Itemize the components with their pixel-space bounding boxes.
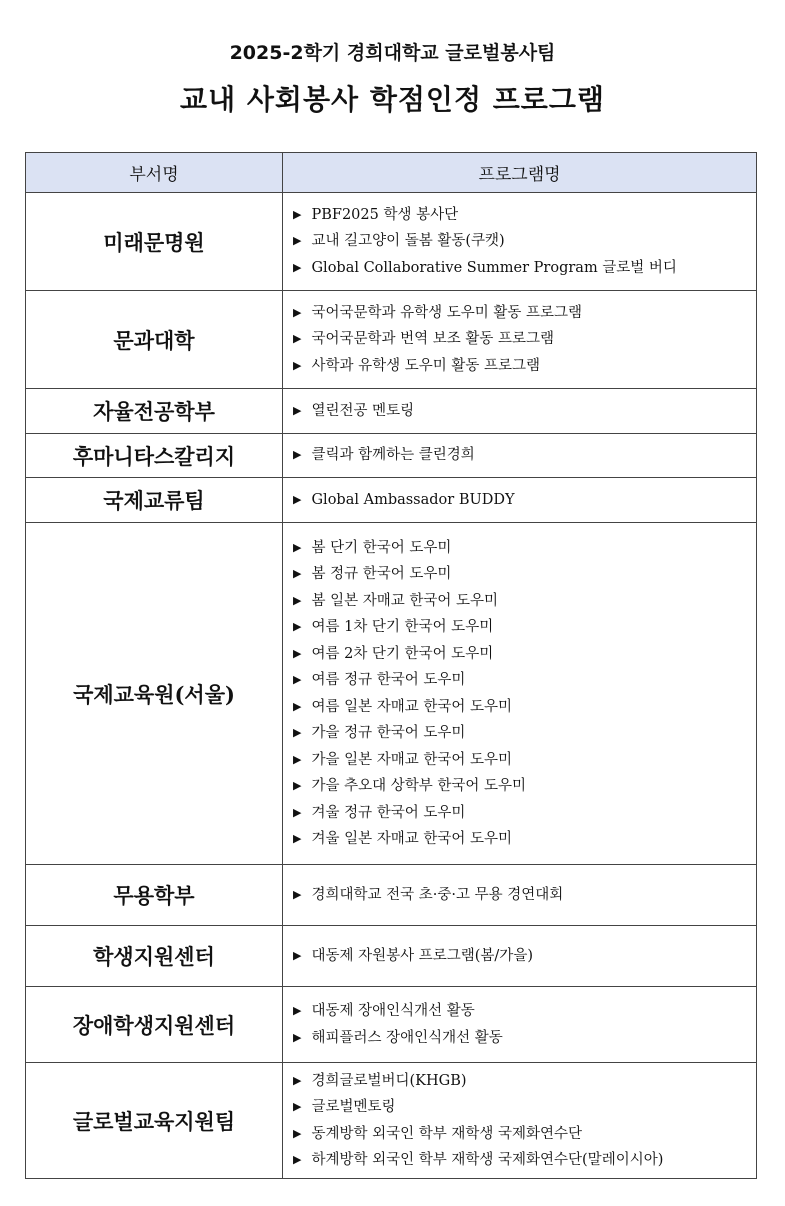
- list-item: [293, 882, 746, 909]
- triangle-right-icon: ▶: [293, 305, 302, 319]
- program-list: [293, 998, 746, 1051]
- triangle-right-icon: ▶: [293, 1030, 302, 1044]
- list-item: [293, 228, 746, 255]
- list-item: [293, 255, 746, 282]
- department-name: 학생지원센터: [26, 926, 283, 987]
- list-item: [293, 561, 746, 588]
- program-cell: [283, 434, 757, 478]
- program-name: 클릭과 함께하는 클린경희: [311, 447, 475, 464]
- table-row: [26, 987, 757, 1063]
- program-cell: [283, 987, 757, 1063]
- column-header-department: 부서명: [26, 153, 283, 193]
- program-name: Global Ambassador BUDDY: [311, 491, 515, 508]
- document-subtitle: 2025-2학기 경희대학교 글로벌봉사팀: [229, 42, 556, 64]
- program-name: PBF2025 학생 봉사단: [311, 206, 459, 223]
- program-list: [293, 398, 746, 425]
- triangle-right-icon: ▶: [293, 805, 302, 819]
- program-name: 대동제 자원봉사 프로그램(봄/가을): [311, 947, 533, 964]
- program-name: 교내 길고양이 돌봄 활동(쿠캣): [311, 233, 505, 250]
- department-name: 국제교류팀: [26, 478, 283, 523]
- program-name: 경희글로벌버디(KHGB): [311, 1072, 467, 1089]
- table-row: [26, 1063, 757, 1179]
- list-item: [293, 773, 746, 800]
- program-name: 가을 정규 한국어 도우미: [311, 725, 466, 741]
- program-cell: [283, 389, 757, 434]
- program-name: 봄 정규 한국어 도우미: [311, 566, 452, 582]
- program-name: 가을 추오대 상학부 한국어 도우미: [311, 778, 527, 794]
- triangle-right-icon: ▶: [293, 234, 302, 248]
- table-header-row: [26, 153, 757, 193]
- table-row: [26, 434, 757, 478]
- list-item: [293, 1094, 746, 1121]
- department-name: 후마니타스칼리지: [26, 434, 283, 478]
- list-item: [293, 326, 746, 353]
- triangle-right-icon: ▶: [293, 448, 302, 462]
- program-name: 동계방학 외국인 학부 재학생 국제화연수단: [311, 1125, 583, 1142]
- table-row: [26, 523, 757, 865]
- list-item: [293, 535, 746, 562]
- program-cell: [283, 926, 757, 987]
- list-item: [293, 943, 746, 970]
- program-cell: [283, 865, 757, 926]
- program-list: [293, 882, 746, 909]
- triangle-right-icon: ▶: [293, 593, 302, 607]
- department-name: 미래문명원: [26, 193, 283, 291]
- program-name: 국어국문학과 유학생 도우미 활동 프로그램: [311, 304, 583, 321]
- program-name: 사학과 유학생 도우미 활동 프로그램: [311, 357, 541, 374]
- list-item: [293, 487, 746, 514]
- list-item: [293, 202, 746, 229]
- triangle-right-icon: ▶: [293, 1073, 302, 1087]
- list-item: [293, 720, 746, 747]
- table-row: [26, 389, 757, 434]
- list-item: [293, 800, 746, 827]
- program-name: Global Collaborative Summer Program 글로벌 버디: [311, 259, 677, 276]
- program-cell: [283, 478, 757, 523]
- list-item: [293, 588, 746, 615]
- triangle-right-icon: ▶: [293, 567, 302, 580]
- triangle-right-icon: ▶: [293, 492, 302, 506]
- program-cell: [283, 1063, 757, 1179]
- triangle-right-icon: ▶: [293, 752, 302, 766]
- department-name: 장애학생지원센터: [26, 987, 283, 1063]
- program-name: 경희대학교 전국 초·중·고 무용 경연대회: [311, 886, 564, 903]
- program-name: 국어국문학과 번역 보조 활동 프로그램: [311, 331, 555, 348]
- program-name: 여름 정규 한국어 도우미: [311, 672, 466, 688]
- program-cell: [283, 523, 757, 865]
- triangle-right-icon: ▶: [293, 779, 302, 792]
- list-item: [293, 1025, 746, 1052]
- document-title: 교내 사회봉사 학점인정 프로그램: [180, 83, 605, 116]
- program-name: 겨울 일본 자매교 한국어 도우미: [311, 831, 512, 847]
- program-name: 여름 2차 단기 한국어 도우미: [311, 645, 494, 662]
- triangle-right-icon: ▶: [293, 646, 302, 660]
- program-name: 봄 단기 한국어 도우미: [311, 539, 452, 556]
- table-row: [26, 193, 757, 291]
- triangle-right-icon: ▶: [293, 620, 302, 633]
- table-row: [26, 926, 757, 987]
- table-row: [26, 865, 757, 926]
- program-name: 해피플러스 장애인식개선 활동: [311, 1029, 503, 1046]
- program-list: [293, 487, 746, 514]
- table-row: [26, 291, 757, 389]
- list-item: [293, 614, 746, 641]
- program-cell: [283, 193, 757, 291]
- department-name: 글로벌교육지원팀: [26, 1063, 283, 1179]
- triangle-right-icon: ▶: [293, 887, 302, 901]
- program-list: [293, 202, 746, 282]
- triangle-right-icon: ▶: [293, 699, 302, 713]
- program-name: 봄 일본 자매교 한국어 도우미: [311, 592, 498, 609]
- list-item: [293, 398, 746, 425]
- program-list: [293, 1068, 746, 1174]
- triangle-right-icon: ▶: [293, 1004, 302, 1017]
- list-item: [293, 641, 746, 668]
- list-item: [293, 826, 746, 853]
- program-name: 겨울 정규 한국어 도우미: [311, 804, 466, 821]
- triangle-right-icon: ▶: [293, 948, 302, 962]
- program-name: 대동제 장애인식개선 활동: [311, 1003, 475, 1019]
- list-item: [293, 667, 746, 694]
- program-cell: [283, 291, 757, 389]
- column-header-program: 프로그램명: [283, 153, 757, 193]
- triangle-right-icon: ▶: [293, 1153, 302, 1166]
- list-item: [293, 998, 746, 1025]
- department-name: 무용학부: [26, 865, 283, 926]
- program-name: 여름 1차 단기 한국어 도우미: [311, 619, 494, 635]
- triangle-right-icon: ▶: [293, 332, 302, 346]
- program-list: [293, 300, 746, 380]
- program-name: 여름 일본 자매교 한국어 도우미: [311, 698, 512, 715]
- triangle-right-icon: ▶: [293, 673, 302, 686]
- program-name: 열린전공 멘토링: [311, 402, 415, 419]
- program-name: 하계방학 외국인 학부 재학생 국제화연수단(말레이시아): [311, 1152, 664, 1168]
- triangle-right-icon: ▶: [293, 358, 302, 372]
- program-list: [293, 943, 746, 970]
- program-name: 글로벌멘토링: [311, 1099, 396, 1115]
- department-name: 문과대학: [26, 291, 283, 389]
- list-item: [293, 747, 746, 774]
- list-item: [293, 694, 746, 721]
- list-item: [293, 1121, 746, 1148]
- triangle-right-icon: ▶: [293, 832, 302, 845]
- list-item: [293, 442, 746, 469]
- triangle-right-icon: ▶: [293, 540, 302, 554]
- table-row: [26, 478, 757, 523]
- list-item: [293, 300, 746, 327]
- department-name: 자율전공학부: [26, 389, 283, 434]
- program-table: [25, 152, 757, 1179]
- triangle-right-icon: ▶: [293, 260, 302, 274]
- list-item: [293, 1068, 746, 1095]
- department-name: 국제교육원(서울): [26, 523, 283, 865]
- triangle-right-icon: ▶: [293, 1126, 302, 1140]
- triangle-right-icon: ▶: [293, 726, 302, 739]
- triangle-right-icon: ▶: [293, 1100, 302, 1113]
- program-list: [293, 535, 746, 853]
- list-item: [293, 1147, 746, 1174]
- program-name: 가을 일본 자매교 한국어 도우미: [311, 751, 512, 768]
- triangle-right-icon: ▶: [293, 207, 302, 221]
- list-item: [293, 353, 746, 380]
- triangle-right-icon: ▶: [293, 403, 302, 417]
- program-list: [293, 442, 746, 469]
